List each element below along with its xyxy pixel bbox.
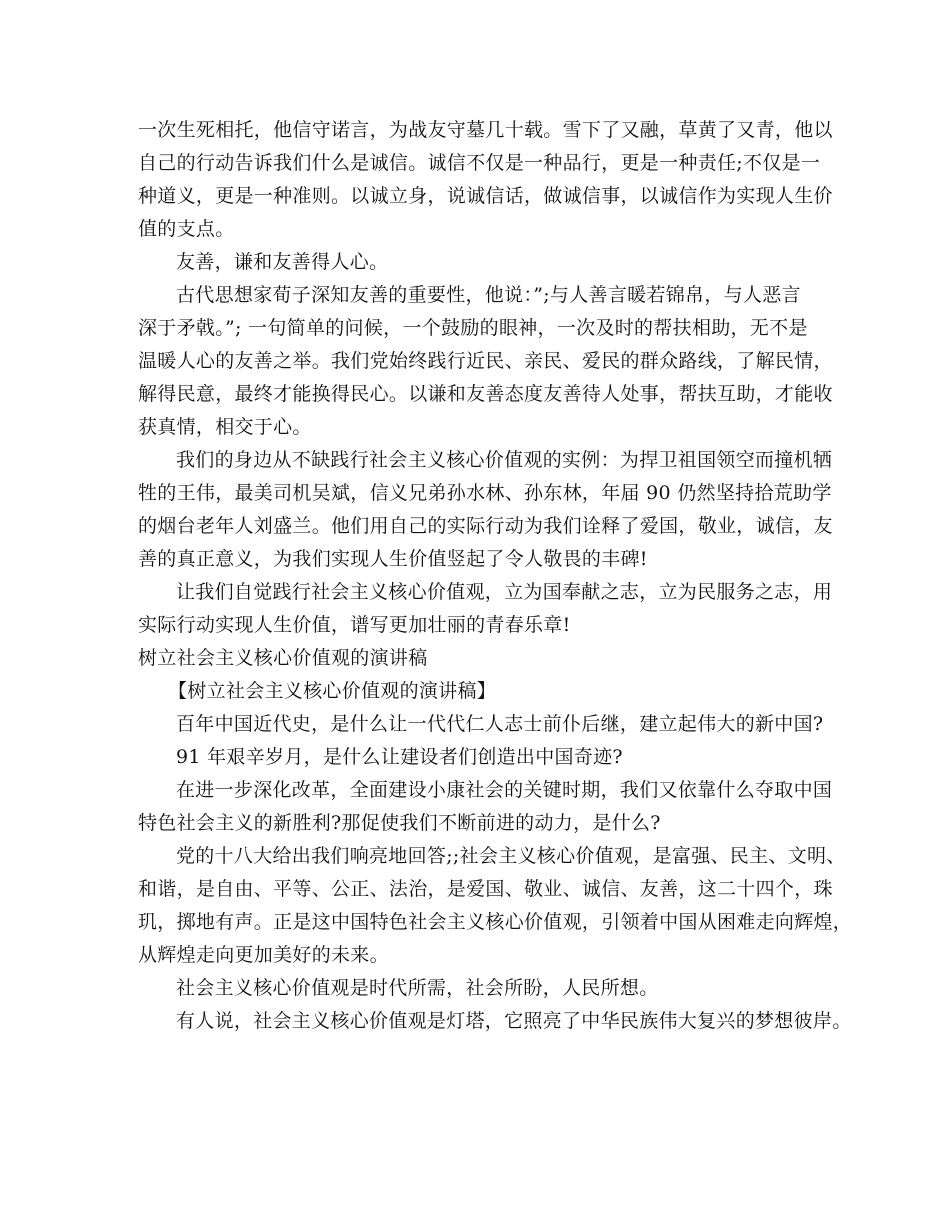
text-line: 特色社会主义的新胜利?那促使我们不断前进的动力，是什么? bbox=[138, 812, 661, 834]
text-line: 社会主义核心价值观是时代所需，社会所盼，人民所想。 bbox=[176, 977, 659, 999]
section-title: 树立社会主义核心价值观的演讲稿 bbox=[138, 647, 428, 669]
section-heading: 【树立社会主义核心价值观的演讲稿】 bbox=[168, 680, 497, 702]
text-line: 古代思想家荀子深知友善的重要性，他说：”;与人善言暖若锦帛，与人恶言 bbox=[176, 284, 801, 306]
text-line: 善的真正意义，为我们实现人生价值竖起了令人敬畏的丰碑! bbox=[138, 548, 648, 570]
text-line: 让我们自觉践行社会主义核心价值观，立为国奉献之志，立为民服务之志，用 bbox=[176, 581, 833, 603]
text-line: 玑，掷地有声。正是这中国特色社会主义核心价值观，引领着中国从困难走向辉煌， bbox=[138, 911, 853, 933]
text-line: 牲的王伟，最美司机吴斌，信义兄弟孙水林、孙东林，年届 90 仍然坚持拾荒助学 bbox=[138, 482, 832, 504]
text-line: 从辉煌走向更加美好的未来。 bbox=[138, 944, 389, 966]
text-line: 和谐，是自由、平等、公正、法治，是爱国、敬业、诚信、友善，这二十四个，珠 bbox=[138, 878, 833, 900]
text-line: 值的支点。 bbox=[138, 218, 235, 240]
text-line: 一次生死相托，他信守诺言，为战友守墓几十载。雪下了又融，草黄了又青，他以 bbox=[138, 119, 833, 141]
text-line: 获真情，相交于心。 bbox=[138, 416, 312, 438]
text-line: 自己的行动告诉我们什么是诚信。诚信不仅是一种品行，更是一种责任;不仅是一 bbox=[138, 152, 821, 174]
text-line: 友善，谦和友善得人心。 bbox=[176, 251, 389, 273]
text-line: 有人说，社会主义核心价值观是灯塔，它照亮了中华民族伟大复兴的梦想彼岸。 bbox=[176, 1010, 852, 1032]
text-line: 的烟台老年人刘盛兰。他们用自己的实际行动为我们诠释了爱国，敬业，诚信，友 bbox=[138, 515, 833, 537]
text-line: 百年中国近代史，是什么让一代代仁人志士前仆后继，建立起伟大的新中国? bbox=[176, 713, 824, 735]
text-line: 党的十八大给出我们响亮地回答;;社会主义核心价值观，是富强、民主、文明、 bbox=[176, 845, 846, 867]
text-line: 温暖人心的友善之举。我们党始终践行近民、亲民、爱民的群众路线，了解民情， bbox=[138, 350, 833, 372]
text-line: 种道义，更是一种准则。以诚立身，说诚信话，做诚信事，以诚信作为实现人生价 bbox=[138, 185, 833, 207]
text-line: 在进一步深化改革，全面建设小康社会的关键时期，我们又依靠什么夺取中国 bbox=[176, 779, 833, 801]
text-line: 深于矛戟。”; 一句简单的问候，一个鼓励的眼神，一次及时的帮扶相助，无不是 bbox=[138, 317, 808, 339]
text-line: 我们的身边从不缺践行社会主义核心价值观的实例：为捍卫祖国领空而撞机牺 bbox=[176, 449, 833, 471]
text-line: 91 年艰辛岁月，是什么让建设者们创造出中国奇迹? bbox=[176, 746, 623, 768]
text-line: 实际行动实现人生价值，谱写更加壮丽的青春乐章! bbox=[138, 614, 571, 636]
text-line: 解得民意，最终才能换得民心。以谦和友善态度友善待人处事，帮扶互助，才能收 bbox=[138, 383, 833, 405]
